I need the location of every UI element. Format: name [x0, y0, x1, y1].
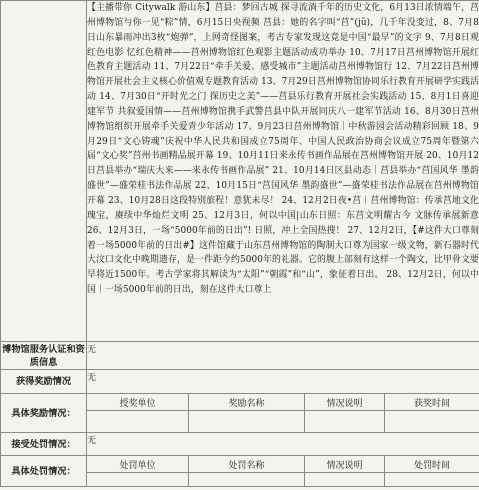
- activities-row: [1, 1, 479, 342]
- award-cell-name: [189, 411, 305, 433]
- award-detail-label: 具体奖励情况：: [1, 394, 87, 433]
- penalty-cell-unit: [87, 473, 189, 487]
- award-header-desc: 情况说明: [305, 394, 385, 411]
- penalty-detail-label: 具体处罚情况：: [1, 456, 87, 487]
- award-cell-unit: [87, 411, 189, 433]
- award-status-row: [1, 370, 479, 394]
- award-header-time: 获奖时间: [385, 394, 479, 411]
- activities-label-cell: [1, 1, 87, 342]
- activities-content: 【主播带你 Citywalk 游山东】莒县：梦回古城 探寻流淌千年的历史文化，6月13日浓情端午，莒州博物馆与你一见“粽”情，6月15日央视频 莒县：她的名字叫“莒”(jǔ)，几千年没变过，8、7月8日山东暴雨冲出3枚“炮弹”，上网奇怪图案，考古专家发现这竟是中国“最早”的文字 9、7月8日观红色电影 忆红色精神——莒州博物馆红色观影主题活动成功举办 10、7月17日莒州博物馆开展红色教育主题活动 11、7月22日“牵手关爱、感受城市”主题活动莒州博物馆行 12、7月22日莒州博物馆开展社会主义核心价值观专题教育活动 13、7月29日莒州博物馆协同乐行教育开展研学实践活动 14、7月30日“开时光之门 探历史之美”——莒县乐行教育开展社会实践活动 15、8月1日喜迎建军节 共叙爱国情——莒州博物馆携手武警莒县中队开展同庆八一建军节活动 16、8月30日莒州博物馆组织开展牵手关爱青少年活动 17、9月23日莒州博物馆｜中秋游园会活动精彩回顾 18、9月29日“文心铸魂”庆祝中华人民共和国成立75周年、中国人民政治协商会议成立75周年暨第六届“文心奖”莒州书画精品展开幕 19、10月11日来永传书画作品展在莒州博物馆开展 20、10月12日莒县举办“瑞庆大来——来永传书画作品展” 21、10月14日区县动态｜莒县举办“莒国风华 墨韵盛世”—盛荣桂书法作品展 22、10月15日“莒国风华 墨韵盛世”—盛荣桂书法作品展在莒州博物馆开幕 23、10月28日这段特别旅程！意犹未尽！ 24、12月2日夜•莒｜莒州博物馆：传承莒地文化瑰宝，赓续中华灿烂文明 25、12月3日，何以中国|山东日照：东莒文明耀古今 文脉传承展新意 26、12月3日，一场“5000年前的日出”! 日照，冲上全国热搜！ 27、12月2日，【#这件大口尊刻着一场5000年前的日出#】这件馆藏于山东莒州博物馆的陶制大口尊为国家一级文物，新石器时代大汶口文化中晚期遗存，是一件距今约5000年的礼器。它的腹上部刻有这样一个陶文，比甲骨文要早将近1500年。考古学家将其解读为“太阳”“朝霞”和“山”，象征着日出。 28、12月2日，何以中国｜一场5000年前的日出，刻在这件大口尊上: [87, 1, 479, 342]
- certification-label: 博物馆服务认证和资质信息: [2, 343, 85, 368]
- penalty-header-time: 处罚时间: [385, 456, 479, 473]
- penalty-header-name: 处罚名称: [189, 456, 305, 473]
- award-cell-time: [385, 411, 479, 433]
- penalty-cell-name: [189, 473, 305, 487]
- award-header-unit: 授奖单位: [87, 394, 189, 411]
- certification-row: [1, 342, 479, 370]
- award-header-name: 奖励名称: [189, 394, 305, 411]
- award-cell-desc: [305, 411, 385, 433]
- award-status-value: 无: [87, 370, 479, 394]
- award-header-row: [1, 394, 479, 411]
- penalty-cell-time: [385, 473, 479, 487]
- penalty-status-row: [1, 433, 479, 456]
- penalty-cell-desc: [305, 473, 385, 487]
- penalty-status-value: 无: [87, 433, 479, 456]
- penalty-header-row: [1, 456, 479, 473]
- certification-value: 无: [87, 342, 479, 370]
- penalty-header-unit: 处罚单位: [87, 456, 189, 473]
- penalty-status-label: 接受处罚情况：: [1, 433, 87, 456]
- award-status-label: 获得奖励情况: [1, 370, 87, 394]
- penalty-header-desc: 情况说明: [305, 456, 385, 473]
